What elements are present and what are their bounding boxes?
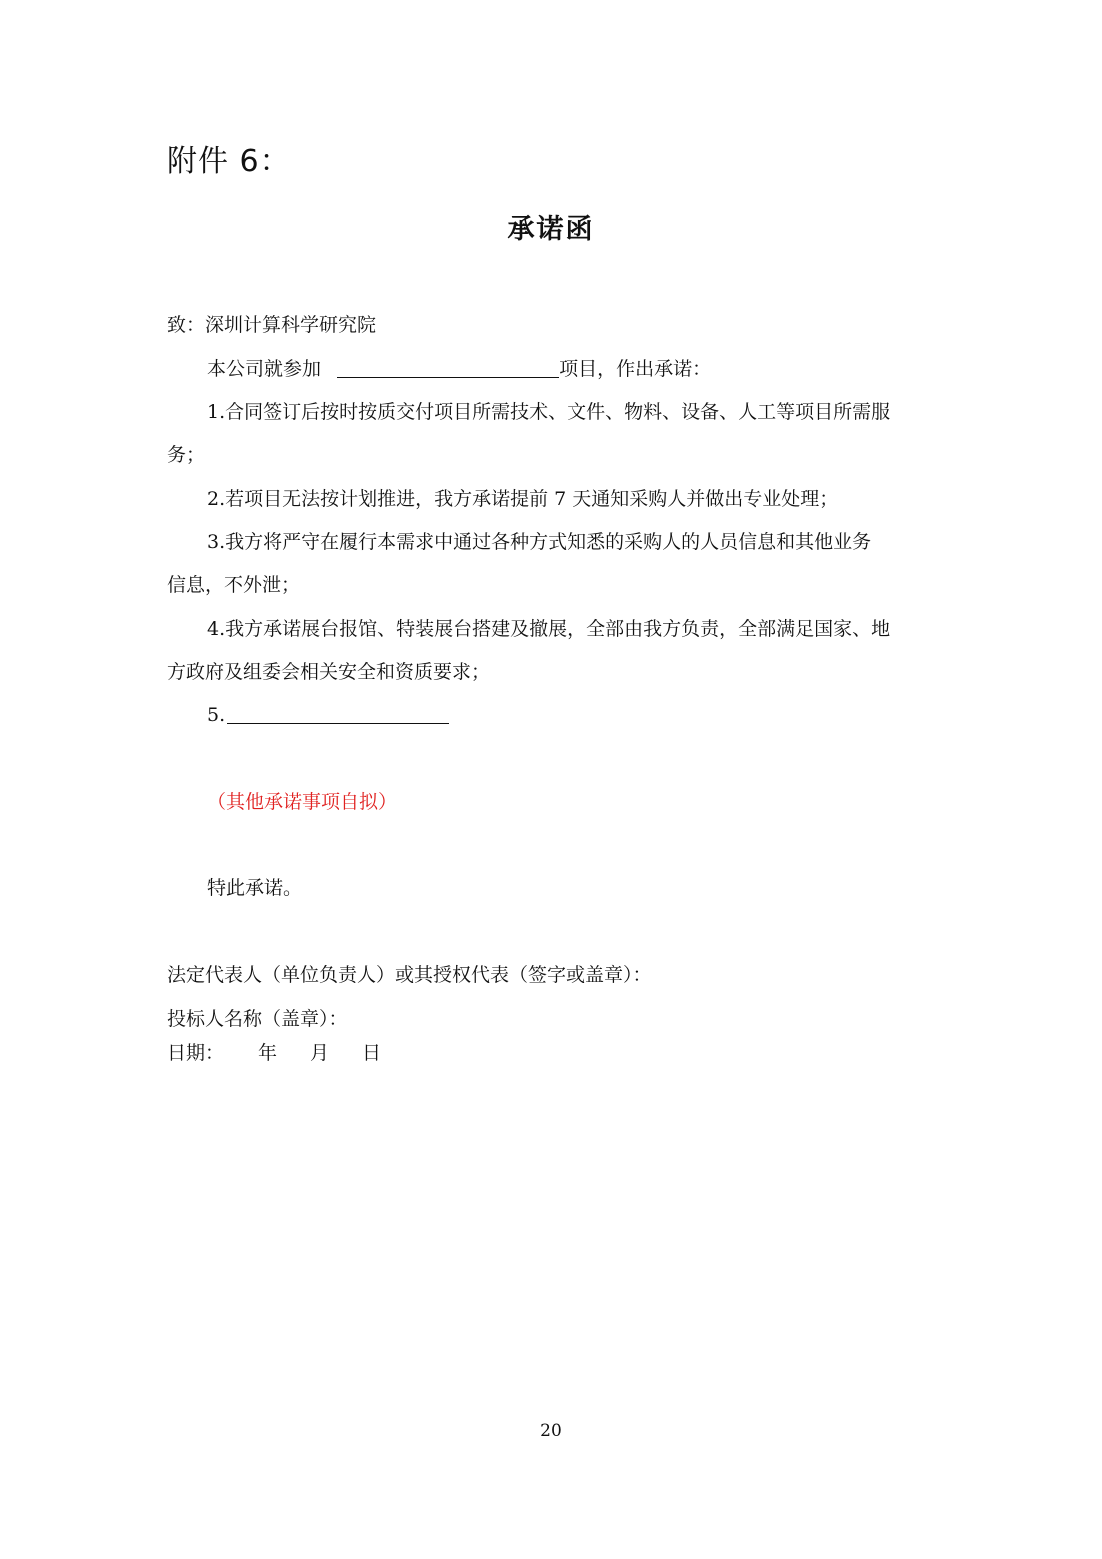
item-5-blank[interactable] <box>227 703 449 724</box>
page-number: 20 <box>540 1421 562 1441</box>
page-title: 承诺函 <box>507 214 595 245</box>
item-5-prefix: 5. <box>207 704 226 726</box>
representative-signature-line: 法定代表人（单位负责人）或其授权代表（签字或盖章）： <box>167 964 652 986</box>
attachment-label: 附件 6： <box>167 144 291 179</box>
item-5 <box>207 701 449 729</box>
intro-line <box>207 355 711 383</box>
project-name-blank[interactable] <box>337 357 559 378</box>
date-day: 日 <box>362 1042 382 1064</box>
recipient-line: 致：深圳计算科学研究院 <box>167 314 377 336</box>
item-4-line-2: 方政府及组委会相关安全和资质要求； <box>167 661 491 683</box>
item-4-line-1: 4.我方承诺展台报馆、特装展台搭建及撤展，全部由我方负责，全部满足国家、地 <box>207 618 891 640</box>
closing-text: 特此承诺。 <box>207 877 303 899</box>
date-year: 年 <box>258 1042 278 1064</box>
intro-prefix: 本公司就参加 <box>207 358 322 380</box>
item-1-line-2: 务； <box>167 444 206 466</box>
item-3-line-1: 3.我方将严守在履行本需求中通过各种方式知悉的采购人的人员信息和其他业务 <box>207 531 872 553</box>
intro-suffix: 项目，作出承诺： <box>559 358 712 380</box>
item-3-line-2: 信息，不外泄； <box>167 574 301 596</box>
date-label: 日期： <box>167 1042 225 1064</box>
bidder-name-line: 投标人名称（盖章）： <box>167 1008 348 1030</box>
date-month: 月 <box>310 1042 330 1064</box>
item-1-line-1: 1.合同签订后按时按质交付项目所需技术、文件、物料、设备、人工等项目所需服 <box>207 401 891 423</box>
other-commitments-note: （其他承诺事项自拟） <box>207 791 398 813</box>
item-2: 2.若项目无法按计划推进，我方承诺提前 7 天通知采购人并做出专业处理； <box>207 488 839 510</box>
